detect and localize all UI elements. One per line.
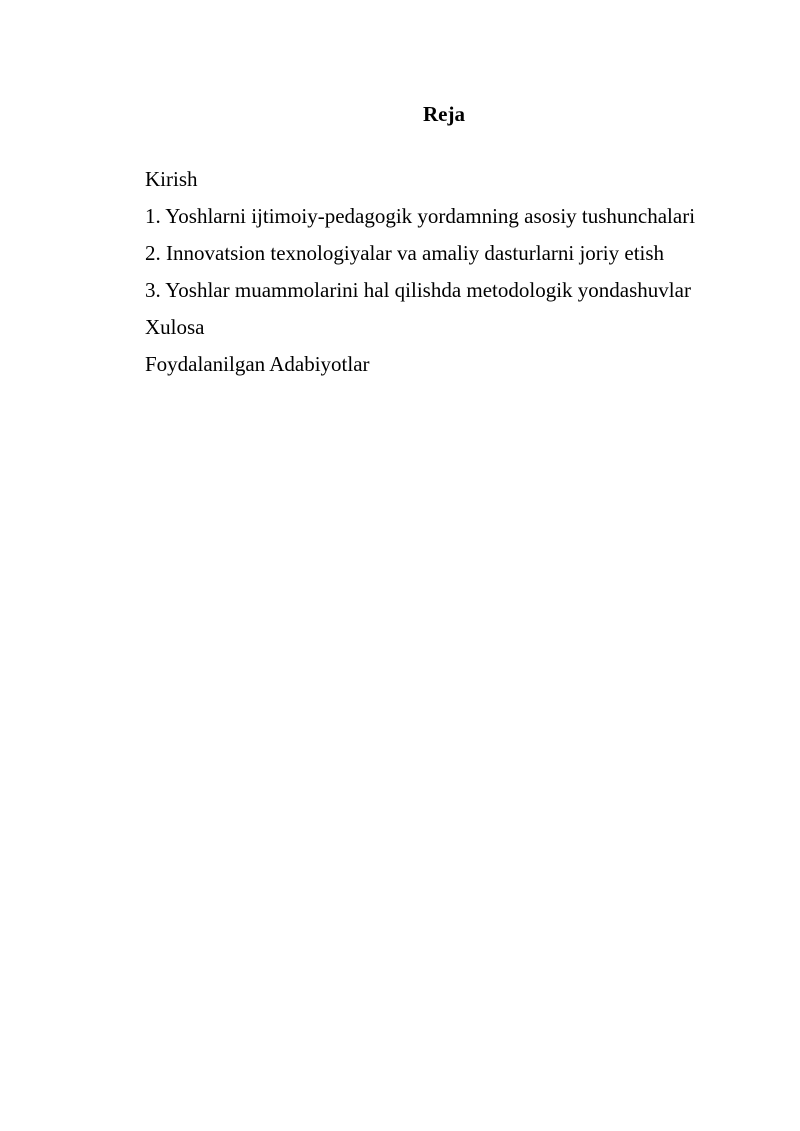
table-of-contents <box>145 161 695 383</box>
toc-item-section-3: 3. Yoshlar muammolarini hal qilishda metodologik yondashuvlar <box>145 278 691 302</box>
toc-item-references: Foydalanilgan Adabiyotlar <box>145 352 370 376</box>
toc-item-conclusion: Xulosa <box>145 315 205 339</box>
toc-item-section-1: 1. Yoshlarni ijtimoiy-pedagogik yordamning asosiy tushunchalari <box>145 204 696 228</box>
toc-item-introduction: Kirish <box>145 167 198 191</box>
page-title: Reja <box>423 102 465 126</box>
toc-item-section-2: 2. Innovatsion texnologiyalar va amaliy dasturlarni joriy etish <box>145 241 665 265</box>
